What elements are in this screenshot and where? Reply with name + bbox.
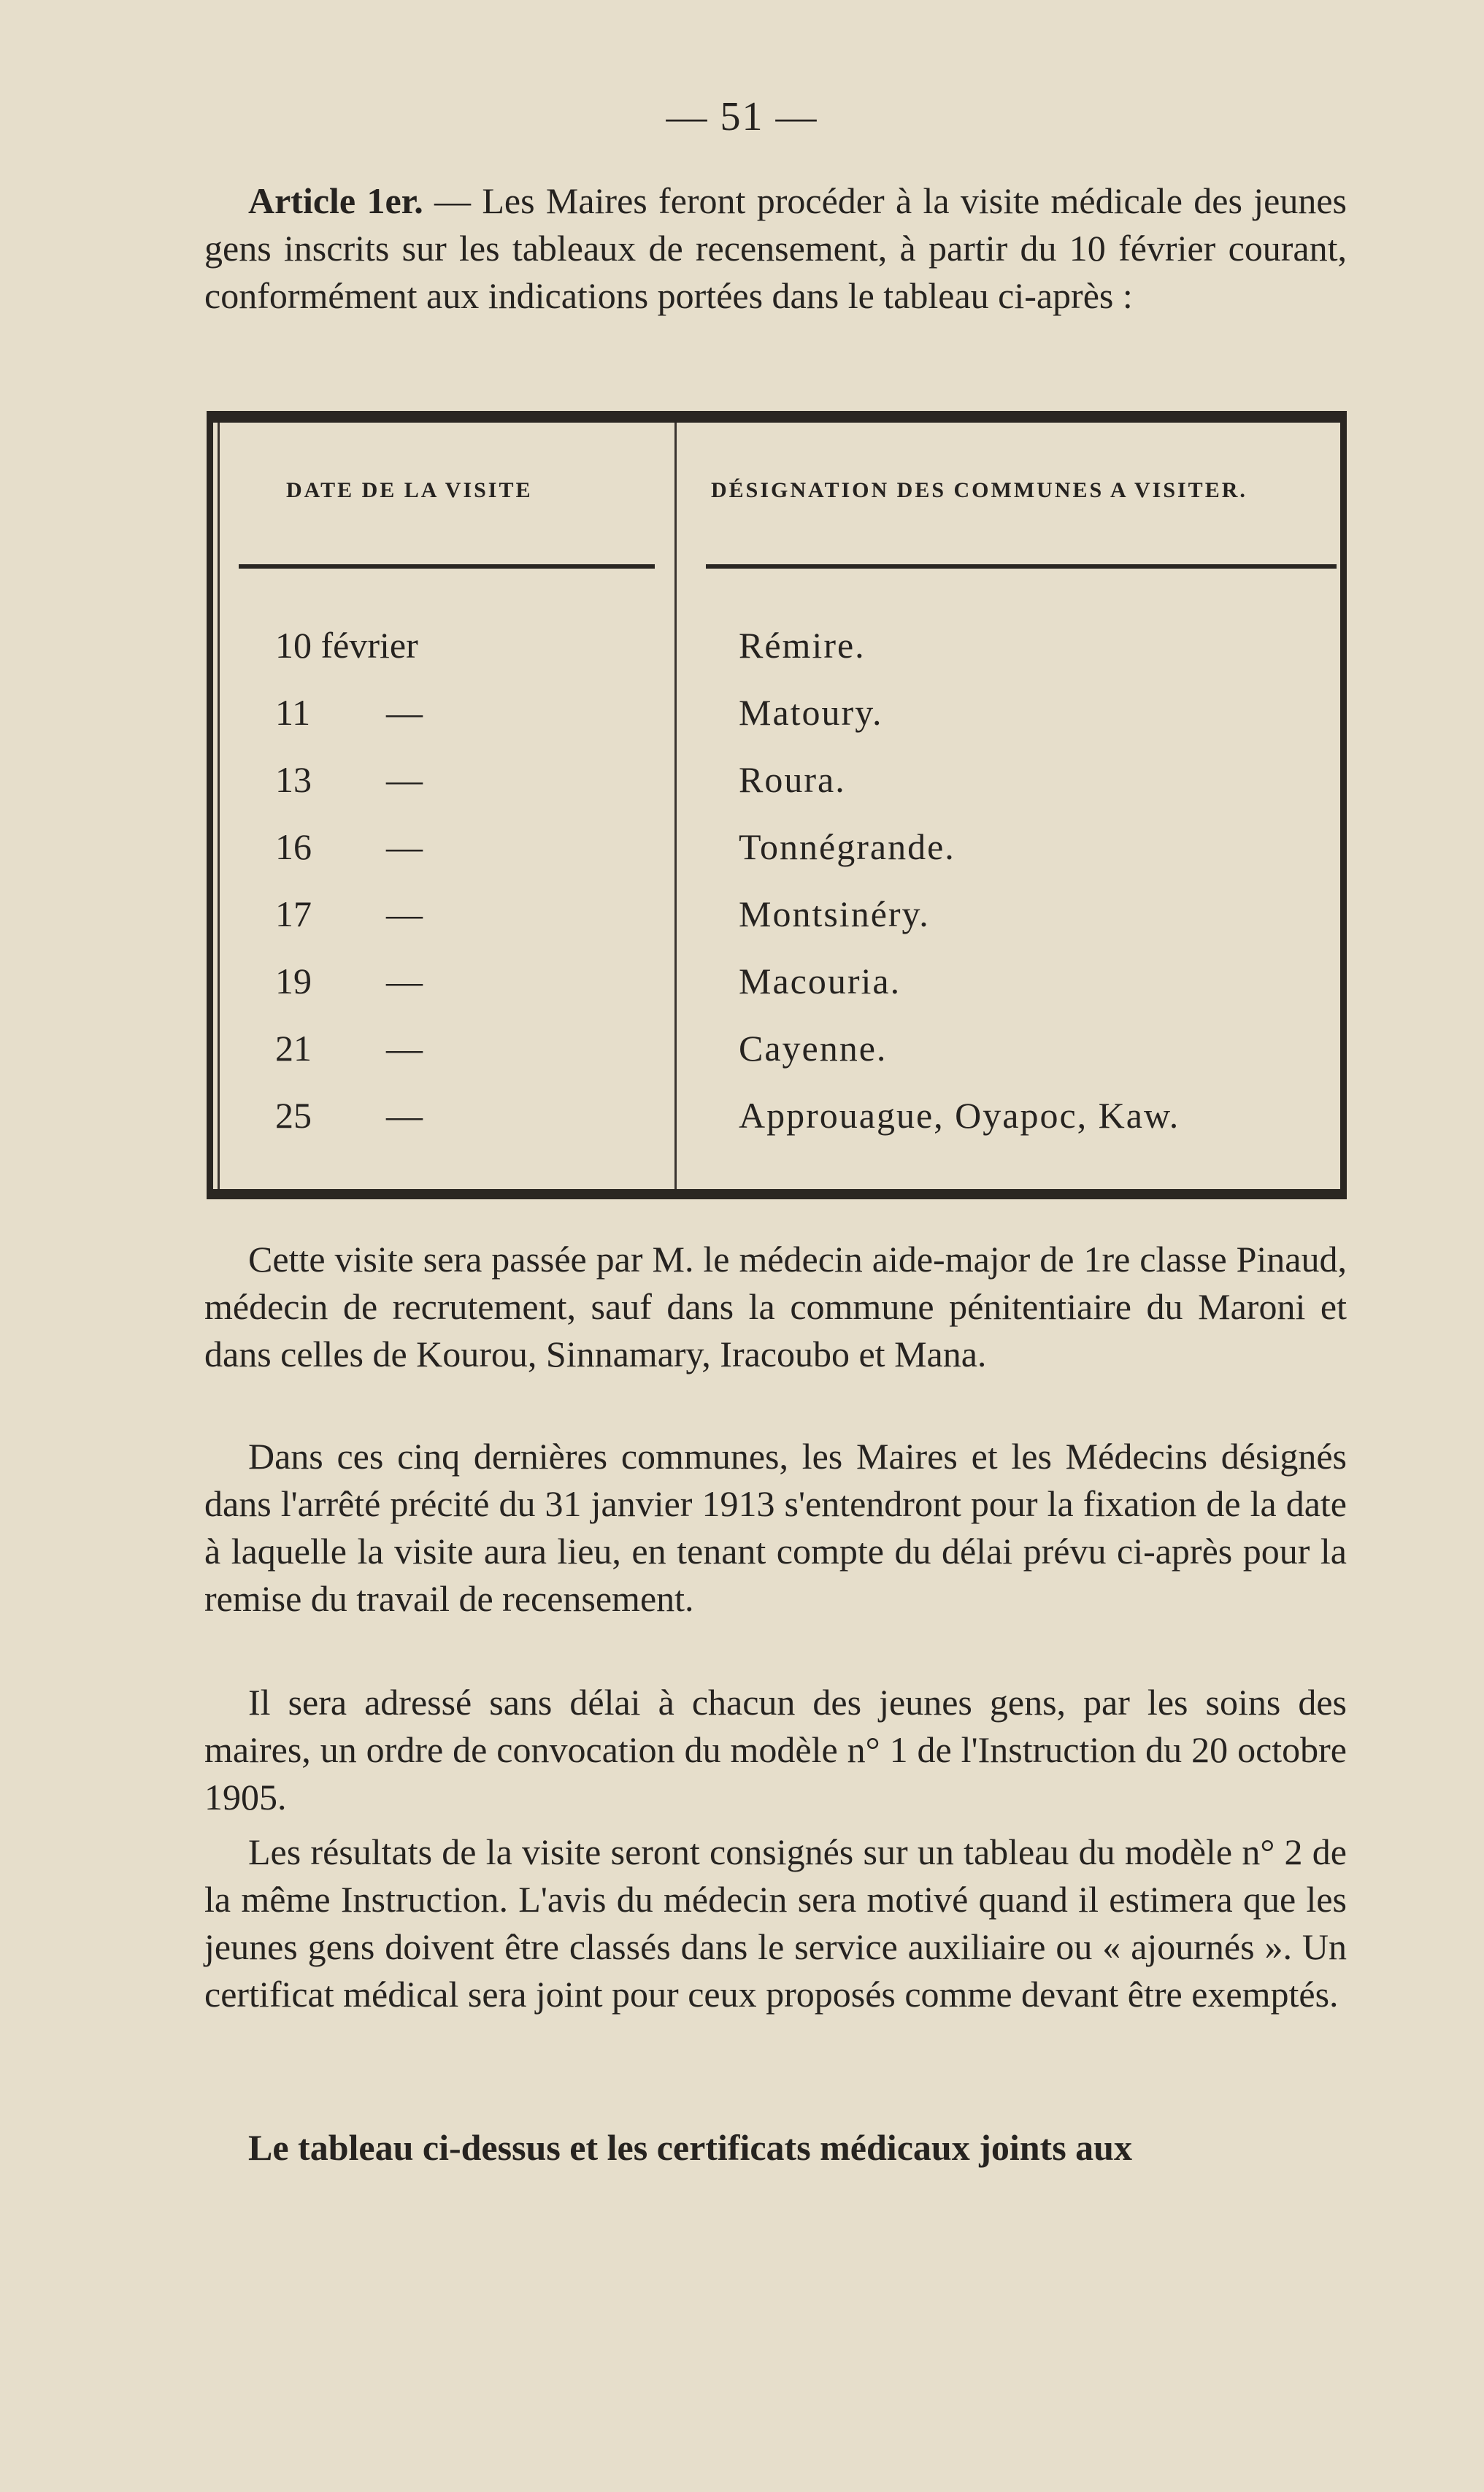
visit-date: 25 <box>275 1095 312 1136</box>
body-paragraph: Cette visite sera passée par M. le médecin aide-major de 1re classe Pinaud, médecin de recrutement, sauf dans la commune pénitentiaire du Maroni et dans celles de Kourou, Sinnamary, Iracoubo et Mana. <box>204 1239 1347 1374</box>
ditto-mark: — <box>386 759 423 800</box>
table-row <box>213 960 1340 1027</box>
commune-name: Approuague, Oyapoc, Kaw. <box>739 1095 1180 1136</box>
table-row <box>213 758 1340 826</box>
ditto-mark: — <box>386 1028 423 1069</box>
commune-name: Cayenne. <box>739 1028 888 1069</box>
commune-name: Montsinéry. <box>739 893 930 934</box>
body-paragraph: Dans ces cinq dernières communes, les Maires et les Médecins désignés dans l'arrêté précité du 31 janvier 1913 s'entendront pour la fixation de la date à laquelle la visite aura lieu, en tenant compte du délai prévu ci-après pour la remise du travail de recensement. <box>204 1436 1347 1619</box>
table-row <box>213 1094 1340 1161</box>
body-paragraph: Les résultats de la visite seront consignés sur un tableau du modèle n° 2 de la même Instruction. L'avis du médecin sera motivé quand il estimera que les jeunes gens doivent être classés dans le service auxiliaire ou « ajournés ». Un certificat médical sera joint pour ceux proposés comme devant être exemptés. <box>204 1831 1347 2015</box>
header-rule-left <box>239 564 655 569</box>
ditto-mark: — <box>386 692 423 733</box>
visit-date: 21 <box>275 1028 312 1069</box>
visit-schedule-table <box>207 411 1347 1199</box>
ditto-mark: — <box>386 1095 423 1136</box>
table-row <box>213 624 1340 691</box>
table-row <box>213 691 1340 758</box>
page-number: — 51 — <box>666 94 818 139</box>
article-text: — Les Maires feront procéder à la visite médicale des jeunes gens inscrits sur les tableaux de recensement, à partir du 10 février courant, conformément aux indications portées dans le tableau ci-après : <box>204 180 1347 316</box>
article-label: Article 1er. <box>248 180 423 221</box>
header-communes: DÉSIGNATION DES COMMUNES A VISITER. <box>711 478 1247 502</box>
header-date: DATE DE LA VISITE <box>286 478 533 502</box>
table-row <box>213 826 1340 893</box>
header-rule-right <box>706 564 1337 569</box>
table-row <box>213 893 1340 960</box>
body-paragraph: Il sera adressé sans délai à chacun des jeunes gens, par les soins des maires, un ordre de convocation du modèle n° 1 de l'Instruction du 20 octobre 1905. <box>204 1682 1347 1818</box>
commune-name: Matoury. <box>739 692 883 733</box>
visit-date: 16 <box>275 826 312 867</box>
ditto-mark: — <box>386 826 423 867</box>
ditto-mark: — <box>386 961 423 1001</box>
visit-date: 19 <box>275 961 312 1001</box>
ditto-mark: — <box>386 893 423 934</box>
visit-date: 13 <box>275 759 312 800</box>
table-row <box>213 1027 1340 1094</box>
article-paragraph <box>204 177 1347 320</box>
commune-name: Tonnégrande. <box>739 826 956 867</box>
visit-date: 11 <box>275 692 311 733</box>
body-paragraph-continued: Le tableau ci-dessus et les certificats médicaux joints aux <box>248 2127 1132 2168</box>
visit-date: 10 février <box>275 625 418 666</box>
commune-name: Macouria. <box>739 961 901 1001</box>
commune-name: Rémire. <box>739 625 866 666</box>
table-top-rule <box>209 411 1345 423</box>
visit-date: 17 <box>275 893 312 934</box>
table-bottom-rule <box>209 1189 1345 1199</box>
commune-name: Roura. <box>739 759 846 800</box>
